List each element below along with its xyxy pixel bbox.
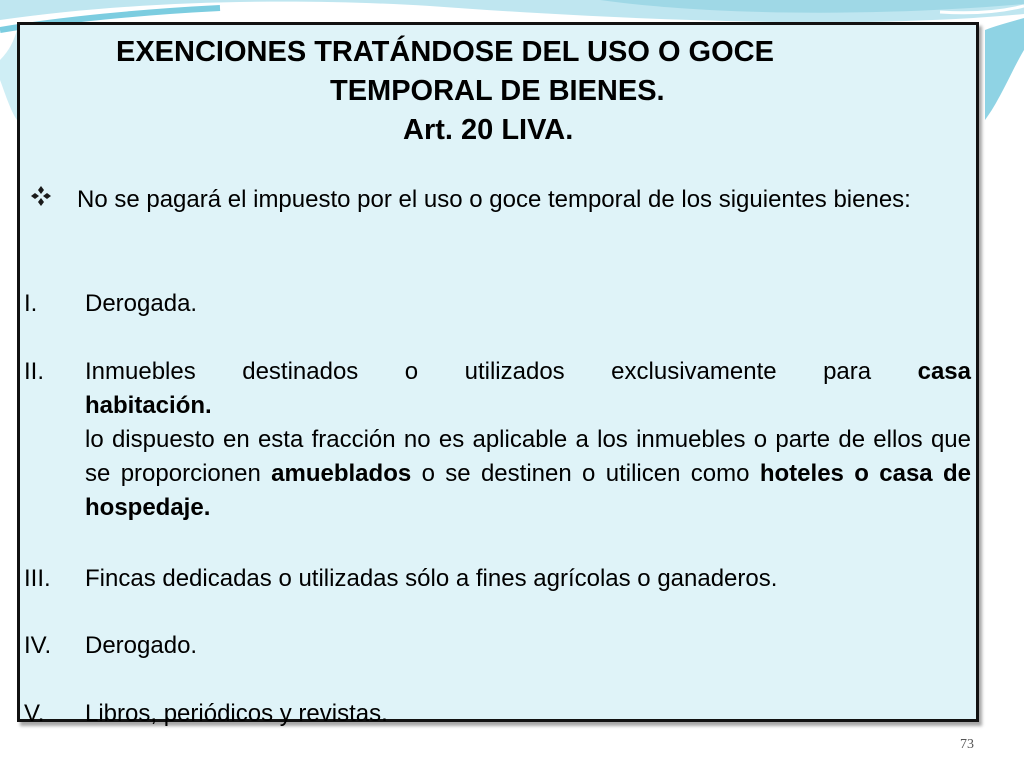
item-2-note-part-1: lo dispuesto en esta fracción no es aplicable a los inmuebles o parte de ellos que se proporcionen [85,426,971,487]
diamond-bullet-icon [30,185,52,207]
item-2-note-bold-2: hoteles o casa de hospedaje. [85,460,971,521]
item-2-line-1-bold: casa [917,358,971,385]
item-2-line-2-bold: habitación. [85,392,212,419]
content-box [17,22,979,727]
item-2-line-1-text: Inmuebles destinados o utilizados exclusivamente para [85,358,872,385]
item-2-note [85,423,971,525]
slide-title-line-2: TEMPORAL DE BIENES. [330,75,665,107]
item-2 [85,355,971,525]
item-numeral-1: I. [24,290,38,317]
item-text-3: Fincas dedicadas o utilizadas sólo a fines agrícolas o ganaderos. [85,565,778,592]
item-text-4: Derogado. [85,632,198,659]
slide-title-line-3: Art. 20 LIVA. [403,114,574,146]
item-numeral-5: V. [24,700,45,727]
page-number: 73 [960,737,974,752]
item-text-1: Derogada. [85,290,198,317]
item-2-note-bold-1: amueblados [271,460,412,487]
item-2-note-part-2: o se destinen o utilicen como [421,460,750,487]
item-2-line-1 [85,355,971,389]
item-text-5: Libros, periódicos y revistas. [85,700,388,727]
intro-paragraph: No se pagará el impuesto por el uso o goce temporal de los siguientes bienes: [77,186,911,213]
slide-title-line-1: EXENCIONES TRATÁNDOSE DEL USO O GOCE [116,36,774,68]
item-numeral-4: IV. [24,632,52,659]
item-numeral-3: III. [24,565,51,592]
item-numeral-2: II. [24,358,45,385]
